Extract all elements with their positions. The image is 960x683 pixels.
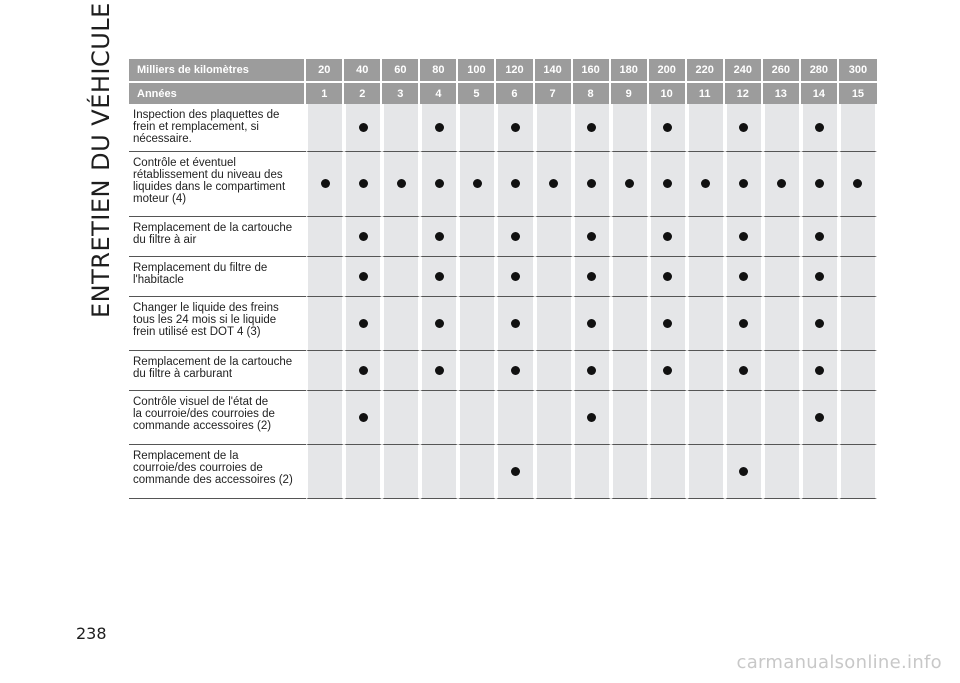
bullet-dot-icon (739, 319, 748, 328)
bullet-dot-icon (359, 232, 368, 241)
bullet-dot-icon (359, 319, 368, 328)
schedule-cell (611, 152, 649, 217)
row-label-line: Inspection des plaquettes de (133, 109, 280, 121)
header-year-cell: 7 (535, 81, 573, 104)
schedule-cell (496, 104, 534, 152)
schedule-cell (839, 217, 877, 257)
schedule-cell (496, 445, 534, 499)
schedule-cell (763, 445, 801, 499)
bullet-dot-icon (359, 413, 368, 422)
header-year-cell: 4 (420, 81, 458, 104)
header-km-cell: 140 (535, 59, 573, 81)
header-km-cell: 100 (458, 59, 496, 81)
row-label (129, 445, 306, 499)
schedule-cell (306, 391, 344, 445)
schedule-cell (535, 217, 573, 257)
bullet-dot-icon (701, 179, 710, 188)
table-row (129, 257, 877, 297)
bullet-dot-icon (815, 179, 824, 188)
row-label-line: la courroie/des courroies de (133, 408, 275, 420)
bullet-dot-icon (663, 123, 672, 132)
bullet-dot-icon (397, 179, 406, 188)
schedule-cell (344, 257, 382, 297)
row-label-line: Changer le liquide des freins (133, 302, 279, 314)
header-year-cell: 15 (839, 81, 877, 104)
schedule-cell (344, 152, 382, 217)
row-label (129, 152, 306, 217)
schedule-cell (535, 445, 573, 499)
schedule-cell (763, 152, 801, 217)
schedule-cell (649, 445, 687, 499)
schedule-cell (725, 445, 763, 499)
schedule-cell (725, 152, 763, 217)
schedule-cell (420, 104, 458, 152)
row-label-line: commande accessoires (2) (133, 420, 272, 432)
row-label (129, 104, 306, 152)
schedule-cell (535, 297, 573, 351)
bullet-dot-icon (511, 123, 520, 132)
header-km-cell: 240 (725, 59, 763, 81)
schedule-cell (839, 391, 877, 445)
schedule-cell (801, 257, 839, 297)
schedule-cell (611, 445, 649, 499)
bullet-dot-icon (587, 319, 596, 328)
bullet-dot-icon (321, 179, 330, 188)
schedule-cell (801, 152, 839, 217)
schedule-cell (763, 257, 801, 297)
row-label-line: frein et remplacement, si (133, 121, 259, 133)
schedule-cell (306, 104, 344, 152)
schedule-cell (687, 152, 725, 217)
schedule-cell (801, 104, 839, 152)
header-year-cell: 8 (573, 81, 611, 104)
bullet-dot-icon (853, 179, 862, 188)
schedule-cell (611, 297, 649, 351)
bullet-dot-icon (815, 123, 824, 132)
header-year-cell: 10 (649, 81, 687, 104)
schedule-cell (344, 445, 382, 499)
row-label (129, 351, 306, 391)
schedule-cell (839, 257, 877, 297)
bullet-dot-icon (435, 123, 444, 132)
table-row (129, 152, 877, 217)
table-row (129, 391, 877, 445)
schedule-cell (725, 257, 763, 297)
schedule-cell (725, 351, 763, 391)
bullet-dot-icon (511, 179, 520, 188)
schedule-cell (839, 152, 877, 217)
bullet-dot-icon (739, 179, 748, 188)
header-year-cell: 6 (496, 81, 534, 104)
bullet-dot-icon (739, 272, 748, 281)
table-row (129, 351, 877, 391)
schedule-cell (344, 391, 382, 445)
schedule-cell (420, 351, 458, 391)
bullet-dot-icon (435, 179, 444, 188)
schedule-cell (306, 445, 344, 499)
maintenance-schedule-table (129, 59, 877, 499)
row-label-line: nécessaire. (133, 133, 192, 145)
schedule-cell (763, 351, 801, 391)
schedule-cell (687, 297, 725, 351)
row-label-line: Remplacement de la (133, 450, 239, 462)
header-row-kilometers (129, 59, 877, 81)
row-label (129, 391, 306, 445)
schedule-cell (573, 297, 611, 351)
schedule-cell (839, 445, 877, 499)
schedule-cell (687, 104, 725, 152)
header-km-cell: 40 (344, 59, 382, 81)
row-label-line: Remplacement de la cartouche (133, 222, 293, 234)
header-km-cell: 200 (649, 59, 687, 81)
row-label-line: du filtre à air (133, 234, 197, 246)
row-label-line: du filtre à carburant (133, 368, 233, 380)
schedule-cell (306, 217, 344, 257)
schedule-cell (725, 391, 763, 445)
bullet-dot-icon (511, 467, 520, 476)
header-year-cell: 14 (801, 81, 839, 104)
schedule-cell (763, 217, 801, 257)
schedule-cell (496, 297, 534, 351)
schedule-cell (344, 351, 382, 391)
schedule-cell (535, 351, 573, 391)
header-years-label: Années (129, 81, 306, 104)
table-row (129, 445, 877, 499)
schedule-cell (458, 297, 496, 351)
schedule-cell (801, 445, 839, 499)
header-km-cell: 280 (801, 59, 839, 81)
row-label-line: l'habitacle (133, 274, 184, 286)
row-label-line: Remplacement de la cartouche (133, 356, 293, 368)
header-year-cell: 1 (306, 81, 344, 104)
row-label-line: frein utilisé est DOT 4 (3) (133, 326, 261, 338)
header-km-cell: 20 (306, 59, 344, 81)
bullet-dot-icon (435, 366, 444, 375)
header-year-cell: 9 (611, 81, 649, 104)
schedule-cell (801, 217, 839, 257)
bullet-dot-icon (625, 179, 634, 188)
schedule-cell (458, 445, 496, 499)
row-label (129, 217, 306, 257)
schedule-cell (649, 297, 687, 351)
schedule-cell (649, 391, 687, 445)
schedule-cell (649, 152, 687, 217)
bullet-dot-icon (549, 179, 558, 188)
schedule-cell (420, 391, 458, 445)
schedule-cell (611, 257, 649, 297)
row-label-line: rétablissement du niveau des (133, 169, 283, 181)
bullet-dot-icon (815, 366, 824, 375)
schedule-cell (382, 217, 420, 257)
table-row (129, 297, 877, 351)
row-label-line: liquides dans le compartiment (133, 181, 286, 193)
schedule-cell (382, 351, 420, 391)
schedule-cell (458, 217, 496, 257)
header-km-cell: 220 (687, 59, 725, 81)
schedule-cell (535, 104, 573, 152)
schedule-cell (496, 257, 534, 297)
row-label-line: moteur (4) (133, 193, 187, 205)
schedule-cell (725, 104, 763, 152)
schedule-cell (420, 257, 458, 297)
bullet-dot-icon (473, 179, 482, 188)
header-year-cell: 2 (344, 81, 382, 104)
schedule-cell (420, 297, 458, 351)
page-number: 238 (76, 624, 107, 643)
schedule-cell (839, 297, 877, 351)
bullet-dot-icon (739, 467, 748, 476)
schedule-cell (573, 217, 611, 257)
schedule-cell (611, 104, 649, 152)
bullet-dot-icon (663, 232, 672, 241)
bullet-dot-icon (511, 319, 520, 328)
schedule-cell (306, 351, 344, 391)
header-year-cell: 3 (382, 81, 420, 104)
schedule-cell (763, 104, 801, 152)
schedule-cell (611, 391, 649, 445)
row-label (129, 297, 306, 351)
schedule-cell (344, 217, 382, 257)
bullet-dot-icon (587, 123, 596, 132)
schedule-cell (458, 152, 496, 217)
bullet-dot-icon (777, 179, 786, 188)
bullet-dot-icon (511, 232, 520, 241)
row-label-line: Remplacement du filtre de (133, 262, 268, 274)
bullet-dot-icon (511, 272, 520, 281)
schedule-cell (382, 152, 420, 217)
schedule-cell (687, 217, 725, 257)
bullet-dot-icon (435, 232, 444, 241)
schedule-cell (382, 391, 420, 445)
bullet-dot-icon (587, 272, 596, 281)
schedule-cell (306, 297, 344, 351)
header-year-cell: 5 (458, 81, 496, 104)
schedule-cell (458, 351, 496, 391)
schedule-cell (420, 152, 458, 217)
header-year-cell: 11 (687, 81, 725, 104)
schedule-cell (573, 152, 611, 217)
watermark: carmanualsonline.info (736, 652, 942, 673)
row-label-line: commande des accessoires (2) (133, 474, 293, 486)
bullet-dot-icon (359, 179, 368, 188)
schedule-cell (801, 297, 839, 351)
schedule-cell (496, 351, 534, 391)
header-km-cell: 260 (763, 59, 801, 81)
schedule-cell (535, 152, 573, 217)
bullet-dot-icon (663, 272, 672, 281)
schedule-cell (687, 391, 725, 445)
bullet-dot-icon (359, 272, 368, 281)
header-km-cell: 60 (382, 59, 420, 81)
schedule-cell (306, 152, 344, 217)
schedule-cell (801, 391, 839, 445)
schedule-cell (573, 445, 611, 499)
schedule-cell (839, 351, 877, 391)
bullet-dot-icon (739, 366, 748, 375)
schedule-cell (535, 257, 573, 297)
bullet-dot-icon (435, 319, 444, 328)
schedule-cell (382, 297, 420, 351)
bullet-dot-icon (435, 272, 444, 281)
schedule-cell (496, 217, 534, 257)
schedule-cell (649, 217, 687, 257)
schedule-cell (344, 104, 382, 152)
schedule-cell (725, 217, 763, 257)
row-label-line: Contrôle visuel de l'état de (133, 396, 269, 408)
bullet-dot-icon (739, 232, 748, 241)
row-label-line: tous les 24 mois si le liquide (133, 314, 277, 326)
schedule-cell (573, 351, 611, 391)
schedule-cell (573, 391, 611, 445)
schedule-cell (382, 445, 420, 499)
schedule-cell (496, 152, 534, 217)
bullet-dot-icon (663, 179, 672, 188)
schedule-cell (458, 257, 496, 297)
bullet-dot-icon (815, 272, 824, 281)
schedule-cell (649, 257, 687, 297)
schedule-cell (839, 104, 877, 152)
schedule-cell (306, 257, 344, 297)
schedule-cell (420, 217, 458, 257)
header-year-cell: 13 (763, 81, 801, 104)
schedule-cell (725, 297, 763, 351)
schedule-cell (687, 351, 725, 391)
header-km-cell: 80 (420, 59, 458, 81)
bullet-dot-icon (663, 319, 672, 328)
header-km-label: Milliers de kilomètres (129, 59, 306, 81)
section-title: ENTRETIEN DU VÉHICULE (87, 2, 115, 318)
header-km-cell: 120 (496, 59, 534, 81)
bullet-dot-icon (663, 366, 672, 375)
schedule-cell (687, 257, 725, 297)
schedule-cell (535, 391, 573, 445)
schedule-cell (458, 391, 496, 445)
schedule-cell (611, 217, 649, 257)
header-km-cell: 160 (573, 59, 611, 81)
bullet-dot-icon (815, 413, 824, 422)
schedule-cell (458, 104, 496, 152)
schedule-cell (687, 445, 725, 499)
bullet-dot-icon (815, 232, 824, 241)
bullet-dot-icon (359, 366, 368, 375)
bullet-dot-icon (511, 366, 520, 375)
schedule-cell (573, 104, 611, 152)
bullet-dot-icon (587, 366, 596, 375)
schedule-cell (649, 351, 687, 391)
bullet-dot-icon (359, 123, 368, 132)
bullet-dot-icon (815, 319, 824, 328)
table-row (129, 104, 877, 152)
bullet-dot-icon (587, 232, 596, 241)
row-label-line: courroie/des courroies de (133, 462, 263, 474)
header-year-cell: 12 (725, 81, 763, 104)
table-row (129, 217, 877, 257)
schedule-cell (382, 104, 420, 152)
schedule-cell (801, 351, 839, 391)
schedule-cell (420, 445, 458, 499)
header-km-cell: 180 (611, 59, 649, 81)
schedule-cell (344, 297, 382, 351)
schedule-cell (763, 391, 801, 445)
schedule-cell (573, 257, 611, 297)
schedule-cell (496, 391, 534, 445)
header-row-years (129, 81, 877, 104)
bullet-dot-icon (587, 413, 596, 422)
schedule-cell (649, 104, 687, 152)
schedule-cell (382, 257, 420, 297)
row-label (129, 257, 306, 297)
bullet-dot-icon (739, 123, 748, 132)
bullet-dot-icon (587, 179, 596, 188)
schedule-cell (611, 351, 649, 391)
row-label-line: Contrôle et éventuel (133, 157, 236, 169)
schedule-cell (763, 297, 801, 351)
header-km-cell: 300 (839, 59, 877, 81)
